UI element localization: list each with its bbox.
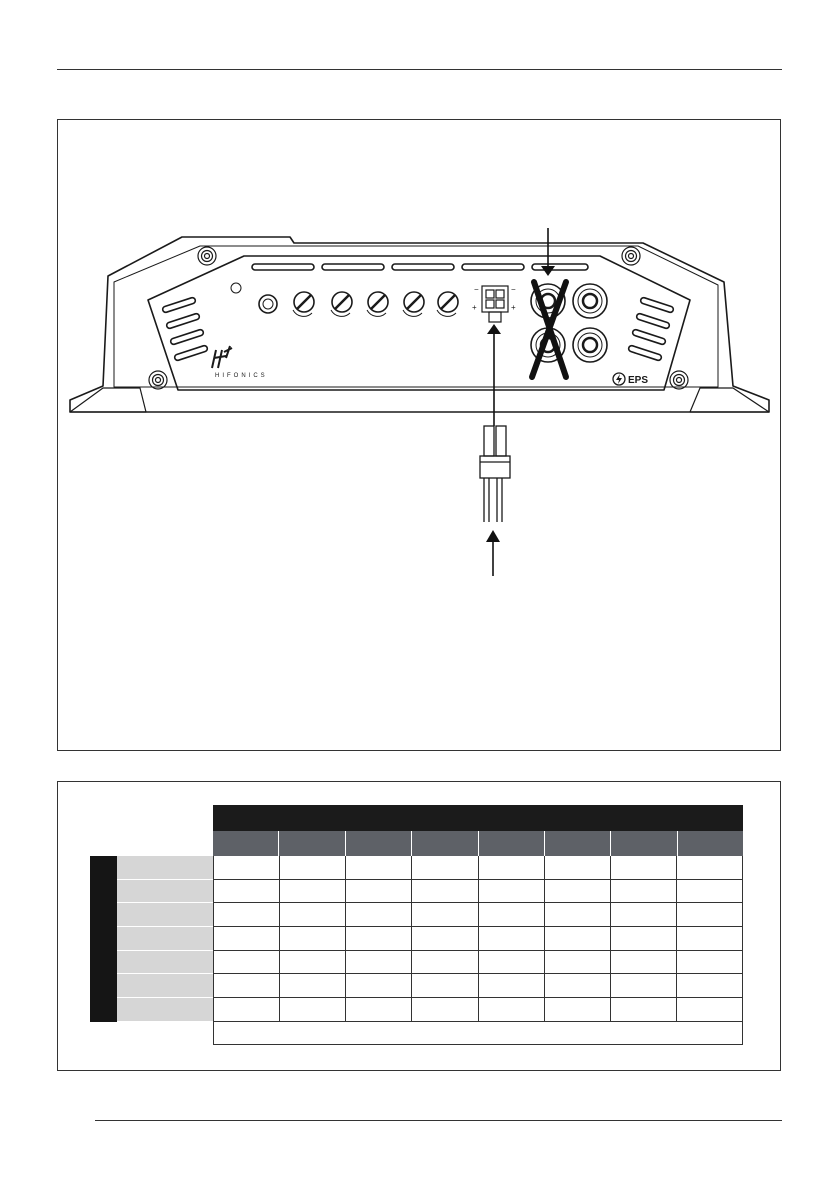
row-label	[117, 974, 213, 998]
power-led-icon	[231, 283, 241, 293]
table-side-header	[90, 856, 117, 1022]
table-header	[213, 805, 743, 831]
table-cell	[610, 998, 676, 1022]
table-cell	[544, 856, 610, 880]
table-row	[117, 998, 743, 1022]
table-cell	[544, 974, 610, 998]
row-label	[117, 856, 213, 880]
brand-logo	[212, 346, 232, 368]
table-cell	[213, 951, 279, 975]
right-vent-slots	[628, 297, 674, 361]
table-cell	[345, 974, 411, 998]
table-cell	[345, 856, 411, 880]
input-jack-icon	[259, 295, 277, 313]
table-cell	[610, 927, 676, 951]
table-note	[213, 1022, 743, 1045]
terminal-arrow-icon	[541, 228, 555, 276]
mounting-screw-icon	[149, 247, 688, 389]
table-cell	[478, 856, 544, 880]
row-label	[117, 903, 213, 927]
table-row	[117, 880, 743, 904]
table-cell	[213, 998, 279, 1022]
amplifier-face	[148, 256, 690, 390]
table-row	[117, 951, 743, 975]
table-cell	[411, 927, 477, 951]
table-cell	[213, 880, 279, 904]
table-cell	[676, 951, 743, 975]
cable-arrow-icon	[486, 530, 500, 576]
table-cell	[213, 974, 279, 998]
table-cell	[279, 927, 345, 951]
table-cell	[279, 856, 345, 880]
table-cell	[610, 880, 676, 904]
table-body	[117, 856, 743, 1022]
column-header	[346, 831, 412, 856]
row-label	[117, 927, 213, 951]
table-cell	[676, 903, 743, 927]
table-cell	[345, 903, 411, 927]
table-cell	[411, 856, 477, 880]
table-cell	[345, 998, 411, 1022]
table-cell	[345, 880, 411, 904]
table-cell	[544, 880, 610, 904]
table-cell	[279, 903, 345, 927]
column-header	[678, 831, 743, 856]
table-cell	[478, 951, 544, 975]
table-cell	[478, 974, 544, 998]
table-cell	[544, 903, 610, 927]
table-cell	[610, 856, 676, 880]
power-plug-icon	[480, 426, 510, 522]
table-cell	[411, 880, 477, 904]
table-cell	[610, 903, 676, 927]
table-cell	[544, 927, 610, 951]
gain-knob-icon	[293, 292, 458, 316]
left-vent-slots	[162, 297, 208, 361]
row-label	[117, 998, 213, 1022]
table-row	[117, 903, 743, 927]
plug-arrow-icon	[487, 324, 501, 426]
table-cell	[676, 880, 743, 904]
table-cell	[676, 927, 743, 951]
table-cell	[610, 951, 676, 975]
table-cell	[279, 951, 345, 975]
column-header	[479, 831, 545, 856]
table-cell	[676, 856, 743, 880]
table-cell	[676, 974, 743, 998]
table-row	[117, 856, 743, 880]
table-cell	[478, 927, 544, 951]
table-cell	[411, 974, 477, 998]
table-cell	[279, 974, 345, 998]
table-cell	[279, 880, 345, 904]
column-header	[279, 831, 345, 856]
table-cell	[213, 927, 279, 951]
table-cell	[411, 951, 477, 975]
table-cell	[213, 856, 279, 880]
table-cell	[478, 880, 544, 904]
power-socket-icon	[482, 286, 508, 322]
polarity-sign-4: +	[511, 303, 516, 312]
table-cell	[213, 903, 279, 927]
table-cell	[411, 998, 477, 1022]
polarity-sign-1: −	[474, 285, 479, 294]
column-header	[213, 831, 279, 856]
footer-rule	[95, 1120, 782, 1121]
eps-label: EPS	[628, 375, 649, 386]
table-cell	[478, 903, 544, 927]
column-header	[545, 831, 611, 856]
polarity-sign-2: +	[472, 303, 477, 312]
table-cell	[345, 927, 411, 951]
table-cell	[544, 951, 610, 975]
polarity-sign-3: −	[511, 285, 516, 294]
eps-logo	[613, 373, 648, 386]
column-header	[412, 831, 478, 856]
table-cell	[411, 903, 477, 927]
brand-name: HIFONICS	[215, 373, 268, 379]
table-row	[117, 974, 743, 998]
table-column-headers	[213, 831, 743, 856]
row-label	[117, 880, 213, 904]
row-label	[117, 951, 213, 975]
table-cell	[610, 974, 676, 998]
table-cell	[544, 998, 610, 1022]
table-row	[117, 927, 743, 951]
table-cell	[345, 951, 411, 975]
column-header	[611, 831, 677, 856]
table-cell	[279, 998, 345, 1022]
table-cell	[676, 998, 743, 1022]
table-cell	[478, 998, 544, 1022]
